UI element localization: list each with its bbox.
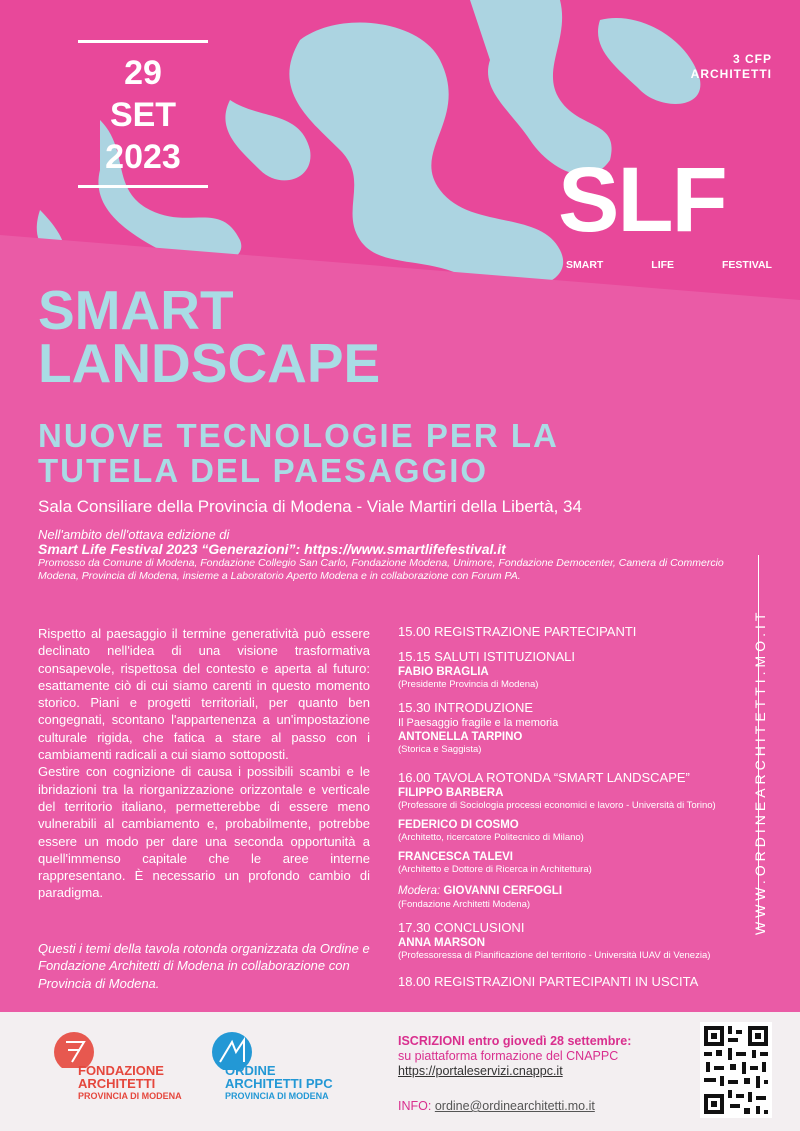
program-saluti: 15.15 SALUTI ISTITUZIONALI — [398, 649, 575, 664]
event-date — [78, 52, 208, 178]
moderator-name: GIOVANNI CERFOGLI — [443, 885, 563, 897]
intro-line: Nell'ambito dell'ottava edizione di — [38, 527, 230, 542]
ordine-logo-text — [225, 1064, 333, 1103]
moderator — [398, 884, 738, 899]
body-text — [38, 625, 370, 902]
fondazione-line-3: PROVINCIA DI MODENA — [78, 1091, 182, 1101]
ordine-line-2: ARCHITETTI PPC — [225, 1076, 333, 1091]
fondazione-logo-icon — [50, 1028, 110, 1068]
registration-link[interactable]: https://portaleservizi.cnappc.it — [398, 1064, 563, 1078]
speaker-role: (Presidente Provincia di Modena) — [398, 679, 539, 690]
closing-text: Questi i temi della tavola rotonda organizzata da Ordine e Fondazione Architetti di Modena in collaborazione con Provincia di Modena. — [38, 941, 370, 991]
title-line-1: SMART — [38, 279, 234, 341]
program-conclusioni: 17.30 CONCLUSIONI — [398, 920, 525, 935]
intro-topic: Il Paesaggio fragile e la memoria — [398, 717, 559, 729]
speaker-role: (Storica e Saggista) — [398, 744, 482, 755]
speaker-name: FEDERICO DI COSMO — [398, 819, 519, 831]
speaker-role: (Professoressa di Pianificazione del territorio - Università IUAV di Venezia) — [398, 950, 711, 961]
date-month: SET — [109, 96, 177, 134]
speaker-name: ANTONELLA TARPINO — [398, 731, 523, 743]
date-year: 2023 — [105, 138, 181, 176]
speaker-role: (Professore di Sociologia processi economici e lavoro - Università di Torino) — [398, 800, 716, 811]
info-label: INFO: — [398, 1099, 432, 1113]
slf-logo-subtitle — [566, 259, 772, 271]
program-registration: 15.00 REGISTRAZIONE PARTECIPANTI — [398, 624, 637, 639]
speaker-name: ANNA MARSON — [398, 937, 486, 949]
festival-intro — [38, 527, 758, 583]
festival-link[interactable]: Smart Life Festival 2023 “Generazioni”: https://www.smartlifefestival.it — [38, 541, 506, 557]
credits-audience: ARCHITETTI — [690, 67, 772, 81]
body-paragraph-1: Rispetto al paesaggio il termine generatività può essere declinato nell'idea di una visione trasformativa consapevole, rispettosa del contesto e aperta al futuro: esattamente ciò di cui siamo carenti in questo momento storico. Piani e progetti territoriali, per quanto ben congegnati, scontano l'appartenenza a un'impostazione culturale rigida, che fatica a stare al passo con i cambiamenti radicali a cui siamo sottoposti. — [38, 626, 370, 763]
info-email-link[interactable]: ordine@ordinearchitetti.mo.it — [434, 1099, 595, 1113]
program — [398, 624, 738, 990]
registration-info — [398, 1034, 698, 1079]
program-tavola-rotonda: 16.00 TAVOLA ROTONDA “SMART LANDSCAPE” — [398, 770, 690, 785]
speaker-name: FRANCESCA TALEVI — [398, 851, 513, 863]
side-url[interactable]: WWW.ORDINEARCHITETTI.MO.IT — [752, 608, 768, 935]
fondazione-line-2: ARCHITETTI — [78, 1076, 156, 1091]
credits-count: 3 CFP — [732, 52, 772, 66]
date-top-rule — [78, 40, 208, 43]
title-line-2: LANDSCAPE — [38, 332, 381, 394]
program-exit-registration: 18.00 REGISTRAZIONI PARTECIPANTI IN USCITA — [398, 974, 699, 989]
date-bottom-rule — [78, 185, 208, 188]
slf-word-smart: SMART — [566, 259, 604, 271]
subtitle — [38, 418, 559, 488]
registration-title: ISCRIZIONI entro giovedì 28 settembre: — [398, 1034, 632, 1048]
speaker-role: (Fondazione Architetti Modena) — [398, 899, 531, 910]
speaker-name: FABIO BRAGLIA — [398, 666, 489, 678]
info-contact — [398, 1099, 595, 1113]
slf-logo: SLF — [558, 149, 726, 251]
moderator-label: Modera: — [398, 885, 441, 897]
promoters-text: Promosso da Comune di Modena, Fondazione Collegio San Carlo, Fondazione Modena, Unimore, Fondazione Democenter, Camera di Commercio Modena, Provincia di Modena, insieme a Laboratorio Aperto Modena e in collaborazione con Forum PA. — [38, 557, 724, 582]
ordine-line-3: PROVINCIA DI MODENA — [225, 1091, 329, 1101]
credits-badge — [691, 52, 772, 82]
ordine-line-1: ORDINE — [225, 1063, 276, 1078]
venue: Sala Consiliare della Provincia di Modena - Viale Martiri della Libertà, 34 — [38, 497, 582, 516]
date-day: 29 — [124, 54, 162, 92]
fondazione-line-1: FONDAZIONE — [78, 1063, 164, 1078]
qr-code-icon[interactable] — [700, 1022, 772, 1118]
subtitle-line-1: NUOVE TECNOLOGIE PER LA — [38, 417, 559, 454]
slf-word-festival: FESTIVAL — [722, 259, 772, 271]
main-title — [38, 279, 381, 394]
subtitle-line-2: TUTELA DEL PAESAGGIO — [38, 452, 489, 489]
program-introduzione: 15.30 INTRODUZIONE — [398, 700, 534, 715]
speaker-role: (Architetto, ricercatore Politecnico di Milano) — [398, 832, 584, 843]
slf-word-life: LIFE — [651, 259, 675, 271]
fondazione-logo-text — [78, 1064, 182, 1103]
body-paragraph-2: Gestire con cognizione di causa i possibili scambi e le ibridazioni tra la riorganizzazione orizzontale e verticale del territorio italiano, permetterebbe di essere meno vulnerabili al cambiamento e, probabilmente, potrebbe essere un modo per dare una seconda opportunità a quell'immenso capitale che le aree interne rappresentano. È necessario un profondo cambio di paradigma. — [38, 764, 370, 901]
speaker-role: (Architetto e Dottore di Ricerca in Architettura) — [398, 864, 592, 875]
speaker-name: FILIPPO BARBERA — [398, 787, 504, 799]
registration-platform: su piattaforma formazione del CNAPPC — [398, 1049, 619, 1063]
